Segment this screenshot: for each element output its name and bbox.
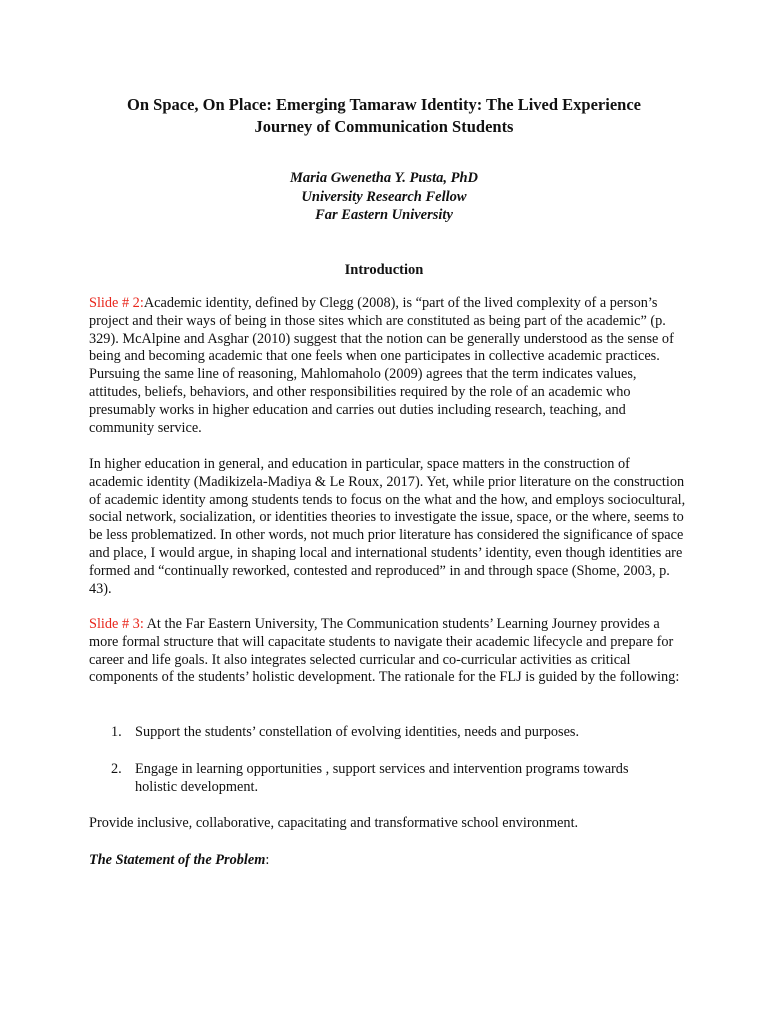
- subheading-text: The Statement of the Problem: [89, 852, 266, 868]
- document-title: [80, 94, 688, 138]
- paragraph-environment: Provide inclusive, collaborative, capacitating and transformative school environment.: [89, 815, 579, 831]
- list-number: 1.: [111, 724, 122, 740]
- section-heading: Introduction: [344, 262, 424, 278]
- list-text: Support the students’ constellation of evolving identities, needs and purposes.: [135, 724, 580, 740]
- paragraph-intro: [89, 295, 687, 437]
- author-position: University Research Fellow: [301, 188, 467, 205]
- paragraph-text: Academic identity, defined by Clegg (2008), is “part of the lived complexity of a person’s project and their ways of being in those sites which are constituted as being part of the academic” (p. 329). McAlpine and Asghar (2010) suggest that the notion can be generally understood as the sense of being and becoming academic that one feels when one participates in collective academic practices. Pursuing the same line of reasoning, Mahlomaholo (2009) agrees that the term indicates values, attitudes, beliefs, behaviors, and other responsibilities required by the role of an academic who presumably works in higher education and carries out duties including research, teaching, and community service.: [89, 295, 674, 436]
- author-block: [80, 169, 688, 225]
- slide-label: Slide # 3:: [89, 616, 144, 632]
- paragraph-text: At the Far Eastern University, The Communication students’ Learning Journey provides a more formal structure that will capacitate students to navigate their academic lifecycle and prepare for career and life goals. It also integrates selected curricular and co-curricular activities as critical components of the students’ holistic development. The rationale for the FLJ is guided by the following:: [89, 616, 680, 686]
- slide-label: Slide # 2:: [89, 295, 144, 311]
- list-number: 2.: [111, 761, 122, 777]
- paragraph-learning-journey: [89, 616, 687, 687]
- author-name: Maria Gwenetha Y. Pusta, PhD: [290, 170, 478, 186]
- subheading-colon: :: [265, 852, 270, 868]
- author-affiliation: Far Eastern University: [315, 207, 453, 223]
- paragraph-space: In higher education in general, and education in particular, space matters in the construction of academic identity (Madikizela-Madiya & Le Roux, 2017). Yet, while prior literature on the construction of academic identity among students tends to focus on the what and the how, and employs sociocultural, social network, socialization, or identities theories to investigate the issue, space, or the where, seems to be less problematized. In other words, not much prior literature has considered the significance of space and place, I would argue, in shaping local and international students’ identity, even though identities are formed and “continually reworked, contested and reproduced” in and through space (Shome, 2003, p. 43).: [89, 456, 686, 597]
- title-line-2: Journey of Communication Students: [254, 117, 514, 136]
- title-line-1: On Space, On Place: Emerging Tamaraw Identity: The Lived Experience: [127, 95, 641, 114]
- subheading-problem: [89, 852, 687, 870]
- list-text: Engage in learning opportunities , support services and intervention programs towards holistic development.: [135, 761, 629, 795]
